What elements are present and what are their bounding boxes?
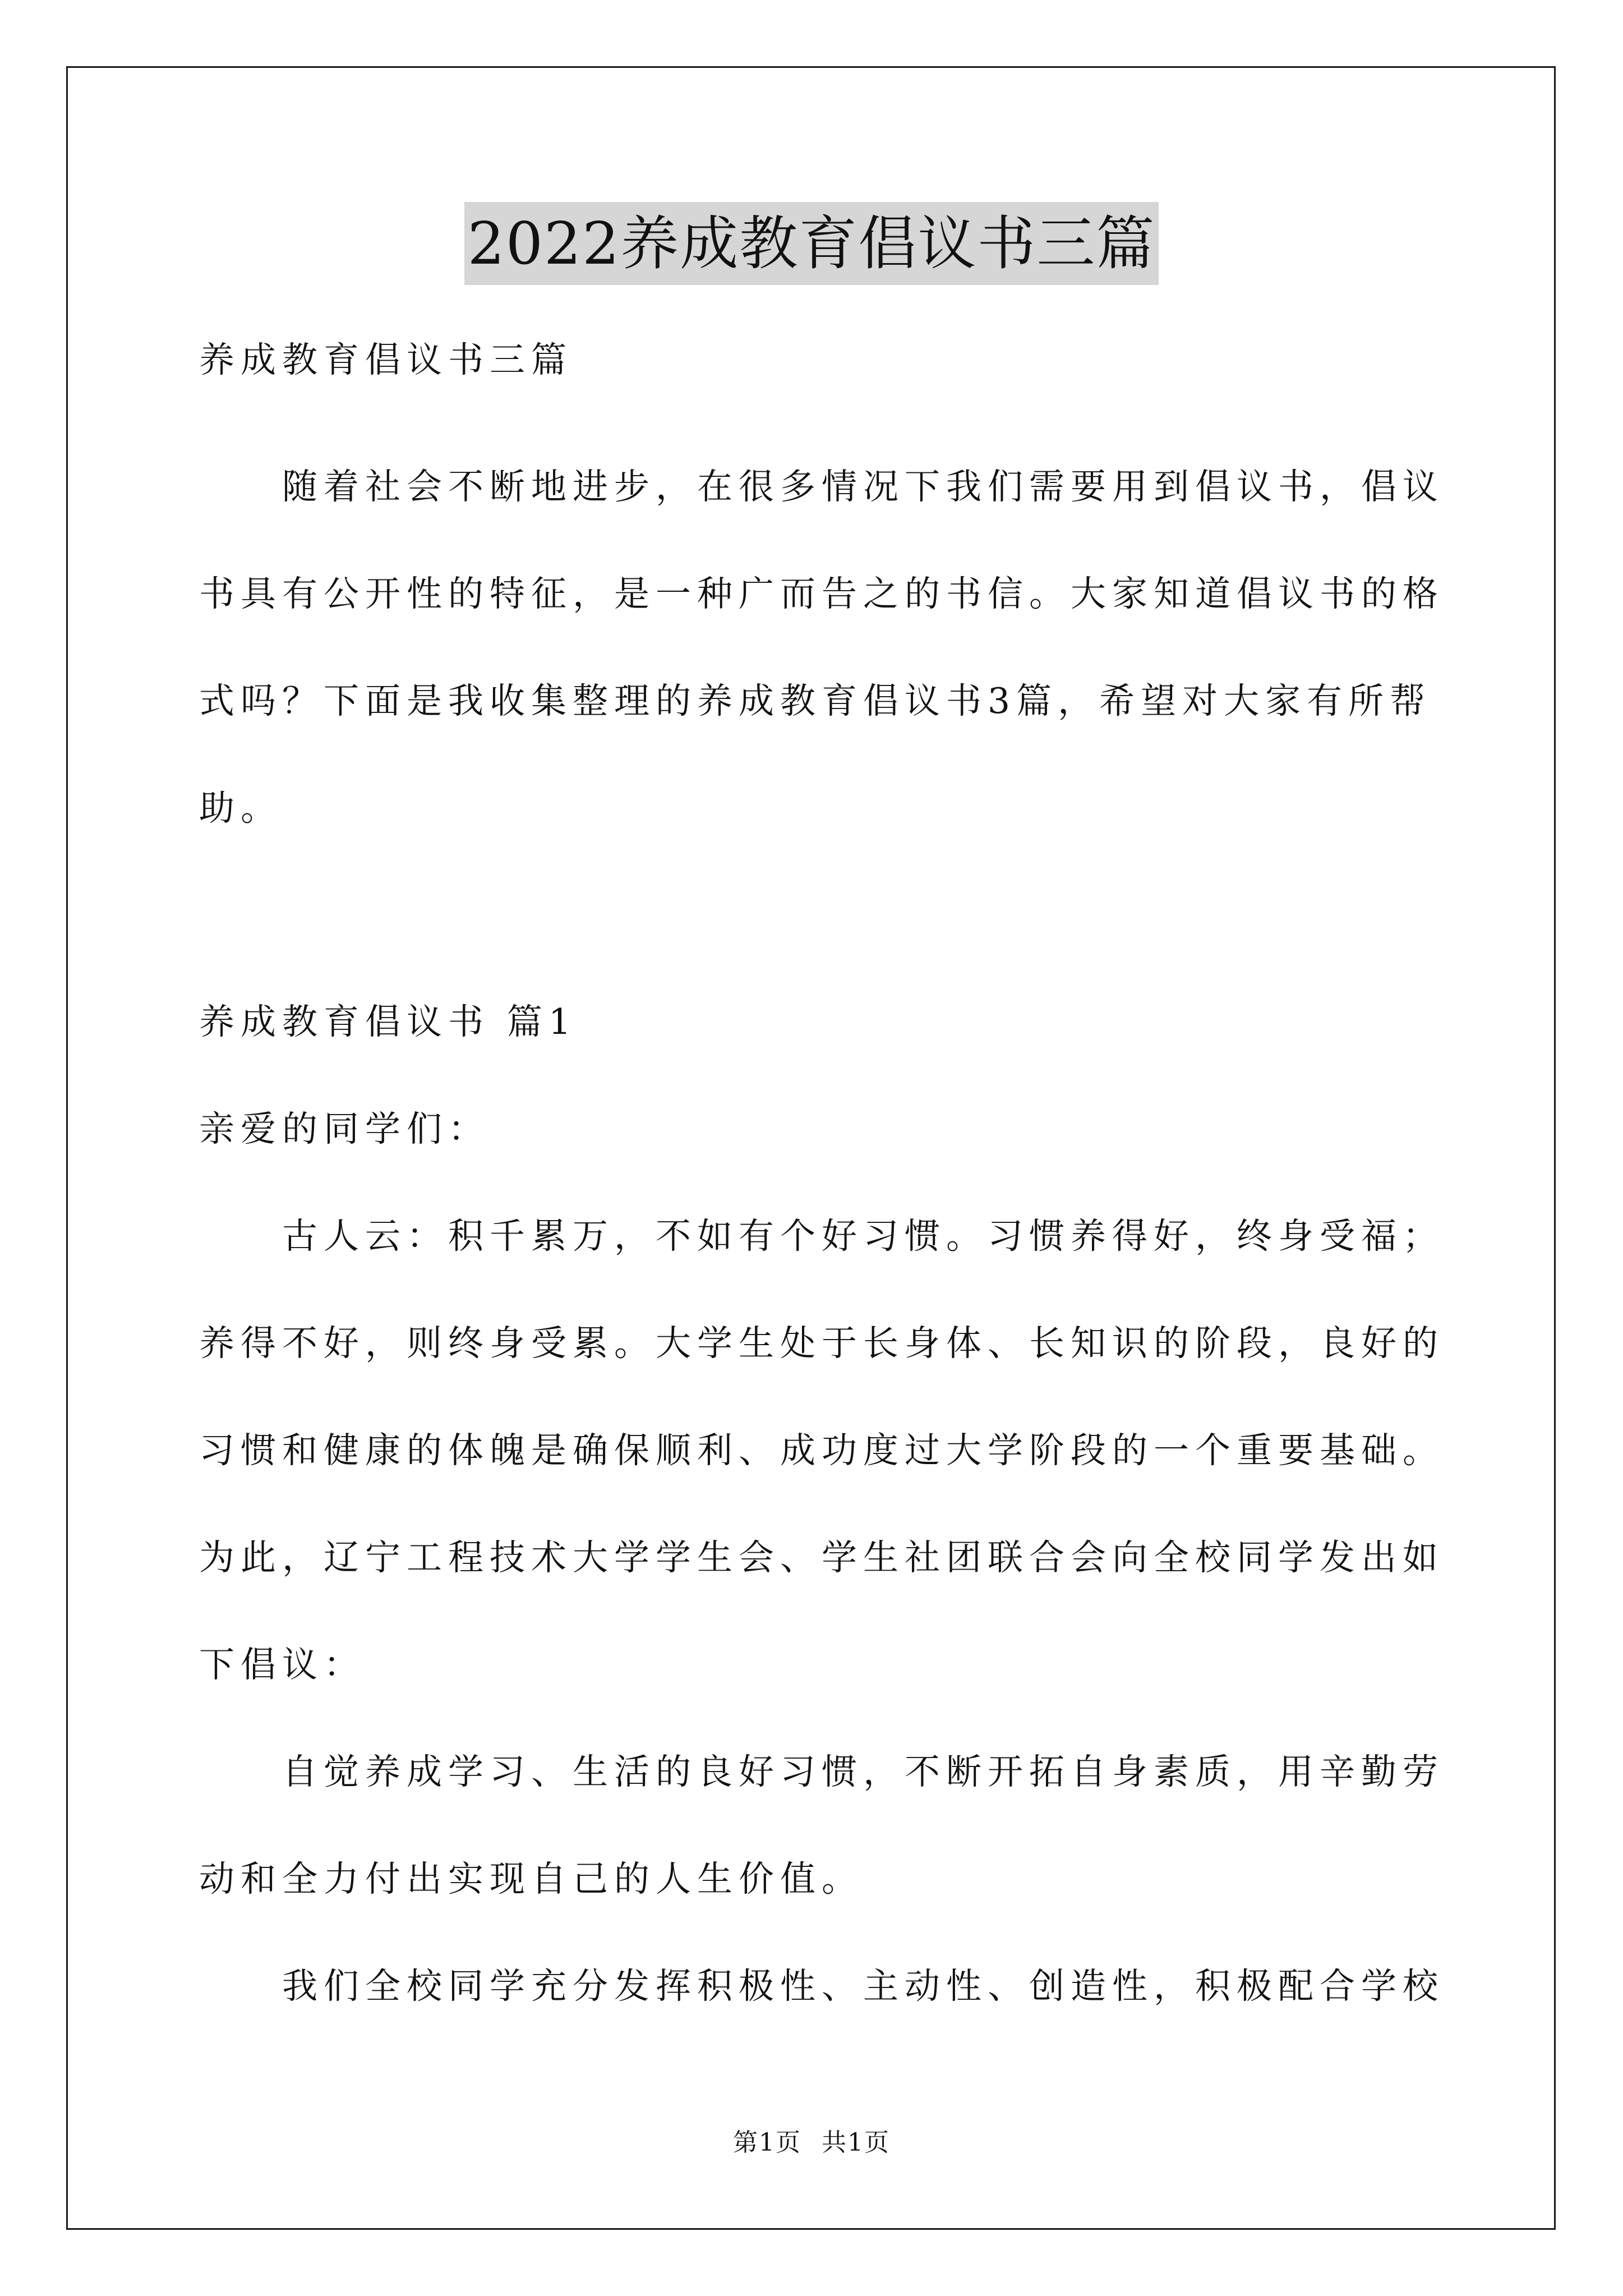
body-line: 我们全校同学充分发挥积极性、主动性、创造性，积极配合学校 [282,1966,1444,2007]
body-line: 自觉养成学习、生活的良好习惯，不断开拓自身素质，用辛勤劳 [282,1751,1444,1792]
body-line: 为此，辽宁工程技术大学学生会、学生社团联合会向全校同学发出如 [199,1537,1444,1578]
section-heading: 养成教育倡议书 篇1 [199,1001,578,1042]
body-line: 动和全力付出实现自己的人生价值。 [199,1858,863,1899]
intro-line: 随着社会不断地进步，在很多情况下我们需要用到倡议书，倡议 [282,466,1444,507]
body-line: 下倡议： [199,1644,365,1685]
document-title: 2022养成教育倡议书三篇 [464,202,1159,285]
intro-line: 书具有公开性的特征，是一种广而告之的书信。大家知道倡议书的格 [199,573,1444,614]
page-footer [0,2126,1623,2160]
document-subtitle: 养成教育倡议书三篇 [199,339,573,380]
body-line: 养得不好，则终身受累。大学生处于长身体、长知识的阶段，良好的 [199,1323,1444,1364]
title-wrap [0,202,1623,285]
body-line: 习惯和健康的体魄是确保顺利、成功度过大学阶段的一个重要基础。 [199,1430,1444,1471]
intro-line: 助。 [199,788,282,829]
body-line: 古人云：积千累万，不如有个好习惯。习惯养得好，终身受福； [282,1216,1444,1257]
salutation: 亲爱的同学们： [199,1108,490,1149]
intro-line: 式吗？下面是我收集整理的养成教育倡议书3篇，希望对大家有所帮 [199,680,1432,721]
page-number-current: 第1页 [733,2128,801,2157]
page-number-total: 共1页 [822,2128,890,2157]
